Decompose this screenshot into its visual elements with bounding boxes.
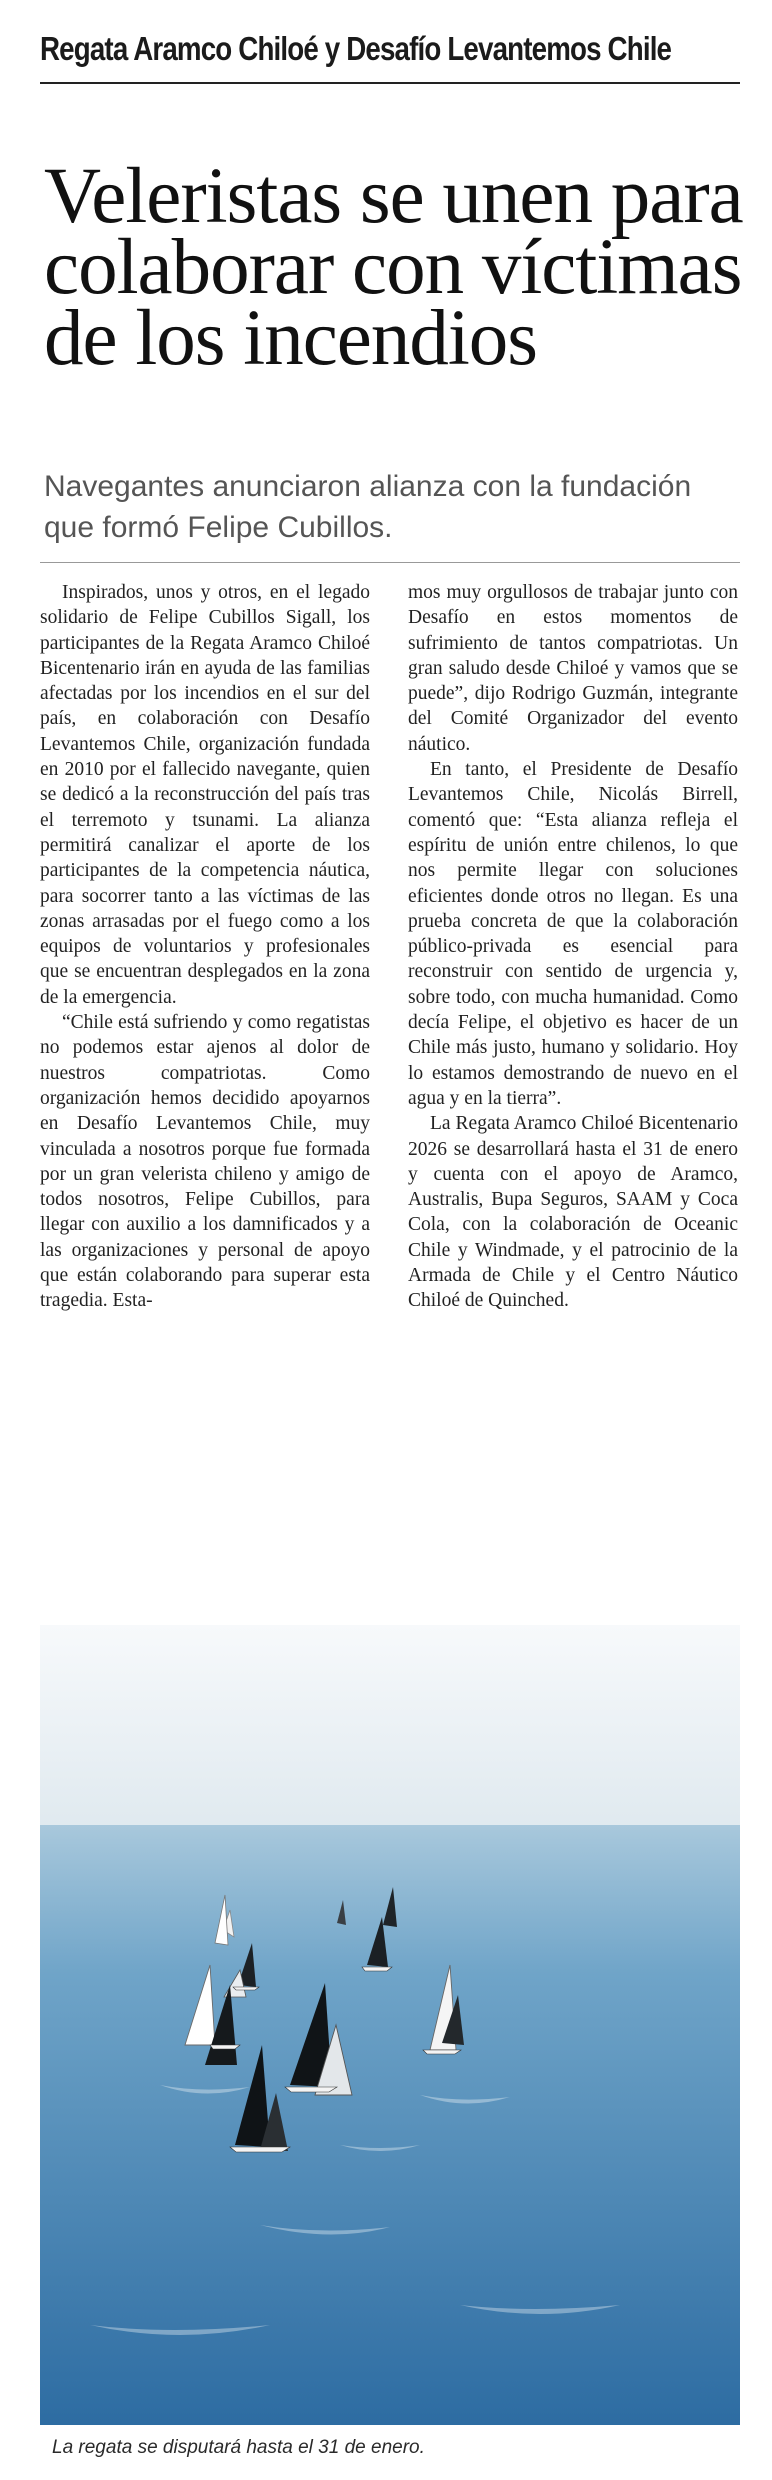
body-paragraph: En tanto, el Presidente de Desafío Levantemos Chile, Nicolás Birrell, comentó que: “Esta alianza refleja el espíritu de unión entre chilenos, lo que nos permite llegar con soluciones eficientes donde otros no llegan. Es una prueba concreta de que la colaboración público-privada es esencial para reconstruir con sentido de urgencia y, sobre todo, con mucha humanidad. Como decía Felipe, el objetivo es hacer de un Chile más justo, humano y solidario. Hoy lo estamos demostrando de nuevo en el agua y en la tierra”. [408,759,738,1109]
text-column-left [40,580,370,1314]
regatta-photo-illustration [40,1625,740,2425]
body-paragraph: mos muy orgullosos de trabajar junto con Desafío en estos momentos de sufrimiento de tantos compatriotas. Un gran saludo desde Chiloé y vamos que se puede”, dijo Rodrigo Guzmán, integrante del Comité Organizador del evento náutico. [408,582,738,755]
photo-caption: La regata se disputará hasta el 31 de enero. [52,2437,425,2458]
deck-divider [40,562,740,563]
sailboats-regatta-photo [40,1625,740,2425]
article-headline: Veleristas se unen para colaborar con víctimas de los incendios [44,152,743,382]
body-paragraph: “Chile está sufriendo y como regatistas no podemos estar ajenos al dolor de nuestros compatriotas. Como organización hemos decidido apoyarnos en Desafío Levantemos Chile, muy vinculada a nosotros porque fue formada por un gran velerista chileno y amigo de todos nosotros, Felipe Cubillos, para llegar con auxilio a los damnificados y a las organizaciones y personal de apoyo que están colaborando para superar esta tragedia. Esta- [40,1012,370,1312]
body-paragraph: La Regata Aramco Chiloé Bicentenario 2026 se desarrollará hasta el 31 de enero y cuenta con el apoyo de Aramco, Australis, Bupa Seguros, SAAM y Coca Cola, con la colaboración de Oceanic Chile y Windmade, y el patrocinio de la Armada de Chile y el Centro Náutico Chiloé de Quinched. [408,1113,738,1312]
text-column-right [408,580,738,1314]
article-kicker: Regata Aramco Chiloé y Desafío Levantemos Chile [40,30,672,67]
article-deck: Navegantes anunciaron alianza con la fundación que formó Felipe Cubillos. [44,470,692,544]
body-paragraph: Inspirados, unos y otros, en el legado solidario de Felipe Cubillos Sigall, los participantes de la Regata Aramco Chiloé Bicentenario irán en ayuda de las familias afectadas por los incendios en el sur del país, en colaboración con Desafío Levantemos Chile, organización fundada en 2010 por el fallecido navegante, quien se dedicó a la reconstrucción del país tras el terremoto y tsunami. La alianza permitirá canalizar el aporte de los participantes de la competencia náutica, para socorrer tanto a las víctimas de las zonas arrasadas por el fuego como a los equipos de voluntarios y profesionales que se encuentran desplegados en la zona de la emergencia. [40,582,370,1008]
kicker-divider [40,82,740,84]
